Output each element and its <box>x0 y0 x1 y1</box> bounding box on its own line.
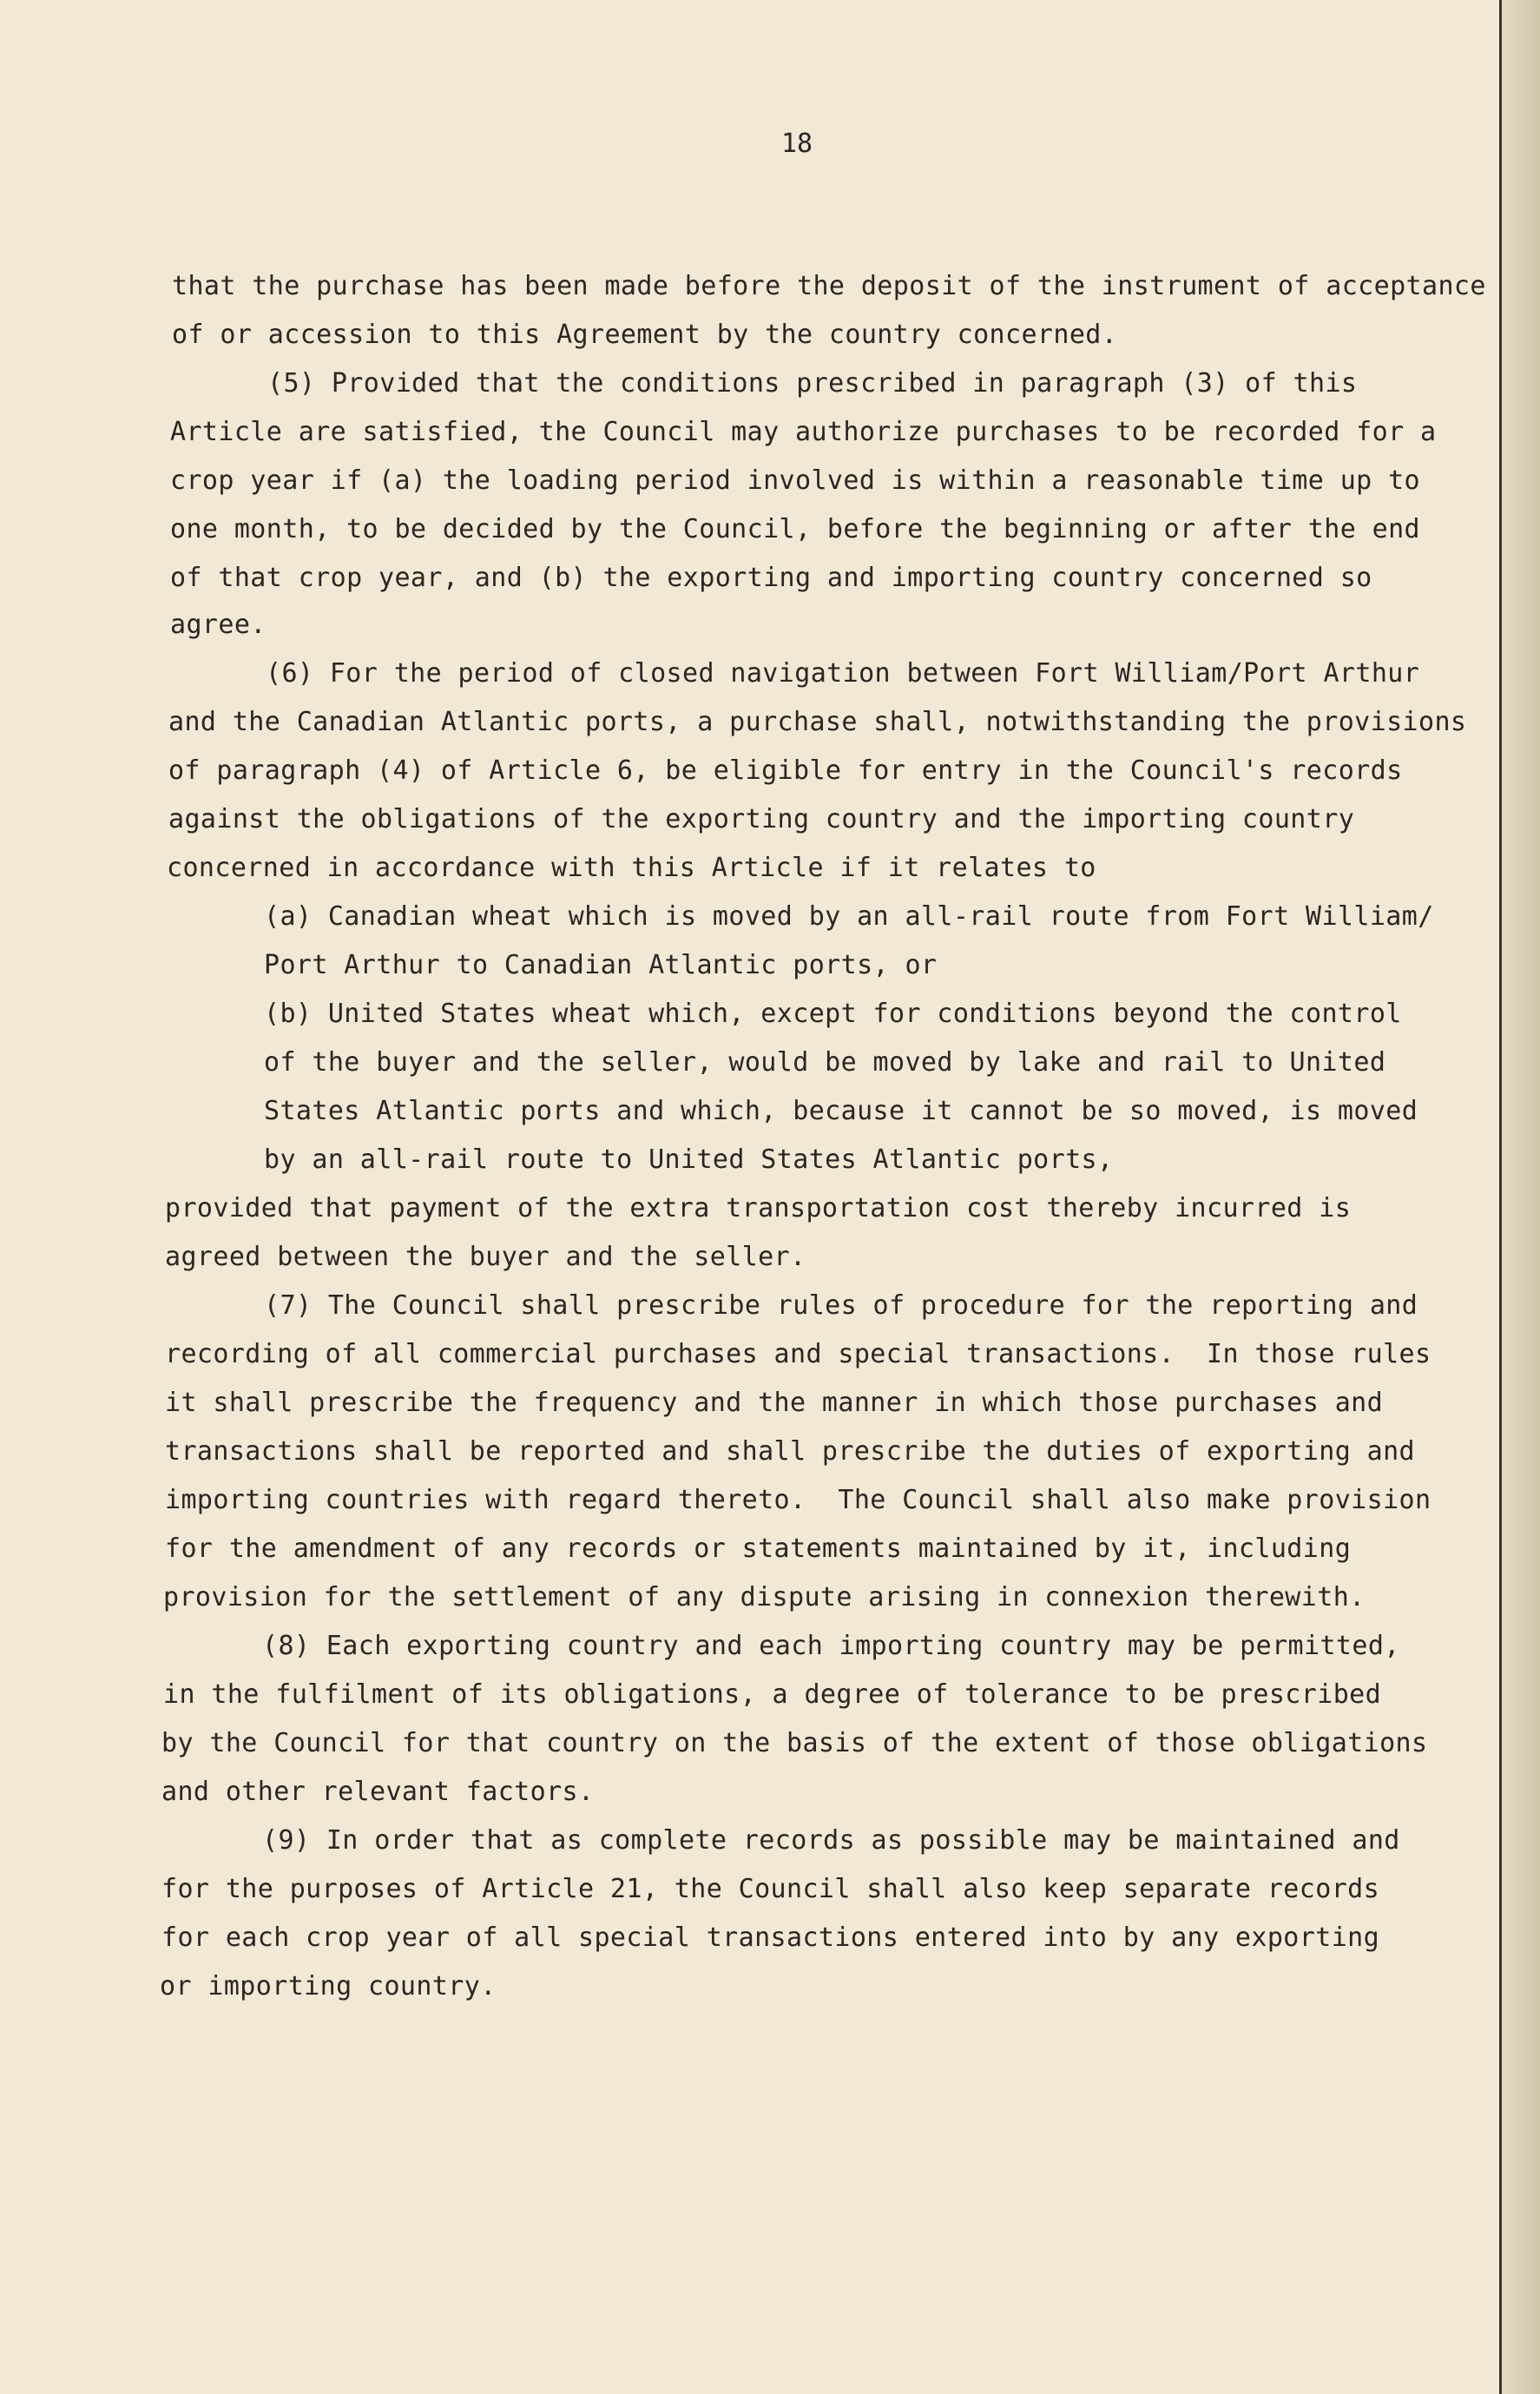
text-line: transactions shall be reported and shall prescribe the duties of exporting and <box>165 1436 1415 1467</box>
text-line: for the amendment of any records or statements maintained by it, including <box>165 1533 1352 1564</box>
text-line: (5) Provided that the conditions prescribed in paragraph (3) of this <box>267 368 1358 399</box>
text-line: States Atlantic ports and which, because it cannot be so moved, is moved <box>264 1096 1418 1126</box>
text-line: for each crop year of all special transactions entered into by any exporting <box>161 1922 1380 1953</box>
page-binding-edge <box>1499 0 1540 2394</box>
text-line: crop year if (a) the loading period involved is within a reasonable time up to <box>170 465 1420 496</box>
page-number: 18 <box>781 129 813 159</box>
text-line: recording of all commercial purchases and special transactions. In those rules <box>165 1339 1431 1369</box>
text-line: one month, to be decided by the Council, before the beginning or after the end <box>170 514 1420 544</box>
text-line: that the purchase has been made before the deposit of the instrument of acceptance <box>172 271 1486 301</box>
text-line: (a) Canadian wheat which is moved by an all-rail route from Fort William/ <box>264 901 1434 932</box>
text-line: by the Council for that country on the basis of the extent of those obligations <box>161 1728 1428 1758</box>
text-line: and other relevant factors. <box>161 1777 595 1807</box>
text-line: by an all-rail route to United States Atlantic ports, <box>264 1144 1114 1175</box>
text-line: agreed between the buyer and the seller. <box>165 1242 806 1272</box>
text-line: agree. <box>170 610 267 640</box>
text-line: of paragraph (4) of Article 6, be eligible for entry in the Council's records <box>168 755 1403 786</box>
text-line: in the fulfilment of its obligations, a degree of tolerance to be prescribed <box>163 1679 1382 1710</box>
text-line: (b) United States wheat which, except for conditions beyond the control <box>264 999 1402 1029</box>
text-line: of or accession to this Agreement by the country concerned. <box>172 320 1118 350</box>
text-line: importing countries with regard thereto. The Council shall also make provision <box>165 1485 1431 1515</box>
text-line: Port Arthur to Canadian Atlantic ports, or <box>264 950 938 980</box>
text-line: of the buyer and the seller, would be moved by lake and rail to United <box>264 1047 1386 1078</box>
text-line: of that crop year, and (b) the exporting and importing country concerned so <box>170 563 1372 593</box>
text-line: (8) Each exporting country and each importing country may be permitted, <box>262 1631 1400 1661</box>
text-line: provision for the settlement of any dispute arising in connexion therewith. <box>163 1582 1366 1612</box>
text-line: and the Canadian Atlantic ports, a purchase shall, notwithstanding the provisions <box>168 707 1467 737</box>
text-line: or importing country. <box>160 1971 497 2002</box>
text-line: for the purposes of Article 21, the Council shall also keep separate records <box>161 1874 1380 1904</box>
text-line: (7) The Council shall prescribe rules of procedure for the reporting and <box>264 1290 1418 1321</box>
text-line: Article are satisfied, the Council may authorize purchases to be recorded for a <box>170 417 1437 447</box>
text-line: provided that payment of the extra transportation cost thereby incurred is <box>165 1193 1352 1223</box>
text-line: concerned in accordance with this Article if it relates to <box>167 853 1096 883</box>
text-line: it shall prescribe the frequency and the manner in which those purchases and <box>165 1388 1384 1418</box>
text-line: against the obligations of the exporting country and the importing country <box>168 804 1355 834</box>
text-line: (9) In order that as complete records as possible may be maintained and <box>262 1825 1400 1856</box>
text-line: (6) For the period of closed navigation between Fort William/Port Arthur <box>266 658 1420 689</box>
